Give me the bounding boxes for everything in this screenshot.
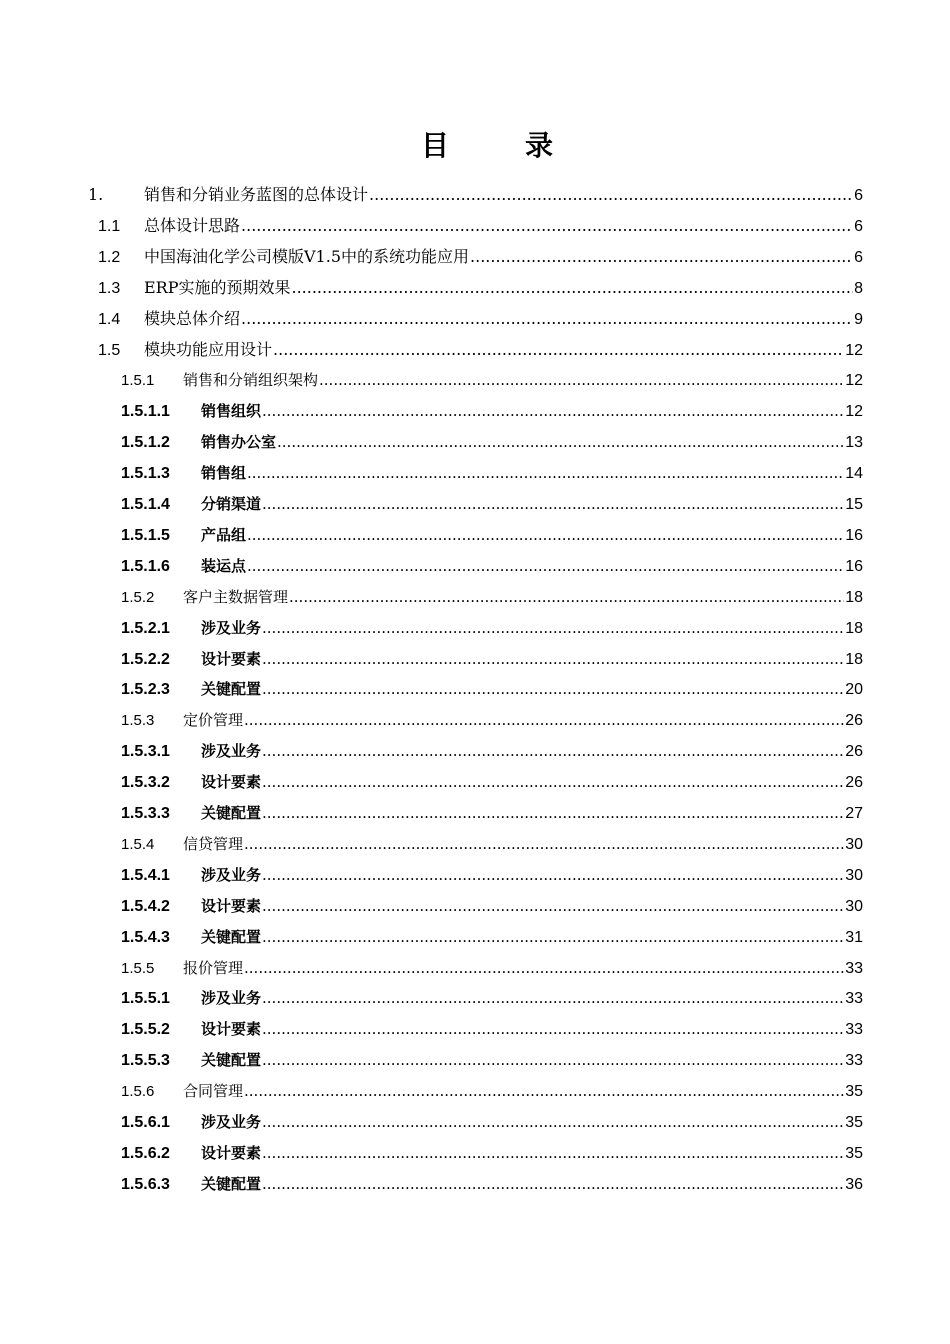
toc-entry-page-number: 8 — [854, 279, 863, 297]
toc-entry-title: 设计要素 — [201, 773, 262, 792]
toc-entry-page-number: 6 — [854, 248, 863, 266]
toc-entry-title: 关键配置 — [201, 927, 262, 946]
toc-entry[interactable] — [121, 863, 863, 887]
toc-entry[interactable] — [98, 338, 863, 362]
toc-entry[interactable] — [121, 368, 863, 392]
toc-entry[interactable] — [121, 430, 863, 454]
toc-entry-page-number: 30 — [845, 897, 863, 915]
toc-entry-page-number: 6 — [854, 217, 863, 235]
toc-entry-page-number: 20 — [845, 681, 863, 699]
toc-entry-page-number: 35 — [845, 1114, 863, 1131]
toc-entry-title: 合同管理 — [183, 1082, 244, 1101]
toc-dot-leader — [277, 430, 844, 454]
toc-dot-leader — [262, 801, 844, 825]
toc-dot-leader — [262, 1110, 844, 1134]
toc-entry-number: 1.5.5 — [121, 959, 155, 977]
toc-entry-number: 1.5.3 — [121, 712, 155, 730]
toc-entry[interactable] — [121, 616, 863, 640]
toc-entry[interactable] — [121, 708, 863, 732]
toc-entry-number: 1.5.5.2 — [121, 1021, 170, 1039]
toc-entry-page-number: 26 — [845, 743, 863, 761]
toc-dot-leader — [244, 708, 844, 732]
toc-entry-number: 1.5.1.6 — [121, 557, 170, 575]
toc-dot-leader — [241, 214, 853, 238]
toc-entry-title: 信贷管理 — [183, 834, 244, 853]
toc-entry-number: 1.5.5.3 — [121, 1052, 170, 1070]
toc-entry[interactable] — [88, 183, 863, 207]
toc-entry-number: 1.5.4 — [121, 835, 155, 853]
toc-entry-title: 设计要素 — [201, 649, 262, 668]
toc-entry[interactable] — [121, 1172, 863, 1196]
toc-entry-page-number: 27 — [845, 805, 863, 822]
toc-entry-page-number: 36 — [845, 1175, 863, 1193]
toc-entry[interactable] — [121, 1079, 863, 1103]
toc-entry-title: 关键配置 — [201, 1051, 262, 1070]
toc-entry-page-number: 18 — [845, 650, 863, 668]
toc-dot-leader — [262, 399, 844, 423]
toc-dot-leader — [262, 1141, 844, 1165]
toc-entry-page-number: 26 — [845, 712, 863, 730]
toc-entry[interactable] — [98, 214, 863, 238]
toc-entry-page-number: 33 — [845, 1021, 863, 1039]
toc-entry-number: 1.5.1 — [121, 372, 155, 390]
toc-dot-leader — [273, 338, 844, 362]
toc-entry[interactable] — [121, 770, 863, 794]
toc-entry[interactable] — [121, 956, 863, 980]
toc-dot-leader — [262, 863, 844, 887]
toc-entry-page-number: 35 — [845, 1144, 863, 1162]
toc-entry-number: 1.5.3.1 — [121, 743, 170, 761]
toc-entry[interactable] — [121, 832, 863, 856]
toc-entry-number: 1.5.6 — [121, 1083, 155, 1101]
toc-entry-title: 关键配置 — [201, 1174, 262, 1193]
toc-entry-title: 定价管理 — [183, 711, 244, 730]
toc-entry[interactable] — [98, 307, 863, 331]
toc-title: 目 录 — [420, 129, 577, 162]
toc-entry-number: 1.1 — [98, 217, 121, 235]
toc-entry-page-number: 18 — [845, 619, 863, 637]
toc-entry-title: 装运点 — [201, 556, 247, 575]
toc-dot-leader — [262, 925, 844, 949]
toc-entry-page-number: 16 — [845, 526, 863, 544]
toc-entry[interactable] — [121, 739, 863, 763]
toc-entry-number: 1.5.6.2 — [121, 1144, 170, 1162]
toc-entry[interactable] — [121, 1110, 863, 1134]
toc-dot-leader — [262, 647, 844, 671]
toc-entry-number: 1.5.3.2 — [121, 774, 170, 792]
toc-entry[interactable] — [121, 986, 863, 1010]
toc-entry-number: 1.5.2 — [121, 588, 155, 606]
toc-entry-page-number: 33 — [845, 990, 863, 1008]
toc-entry-page-number: 33 — [845, 1052, 863, 1070]
toc-entry-page-number: 26 — [845, 774, 863, 792]
toc-entry[interactable] — [121, 647, 863, 671]
toc-entry[interactable] — [121, 1048, 863, 1072]
toc-dot-leader — [241, 307, 853, 331]
toc-entry-number: 1.5.1.4 — [121, 496, 170, 513]
toc-entry-title: 总体设计思路 — [144, 215, 241, 235]
toc-entry-title: 模块总体介绍 — [144, 308, 241, 328]
toc-entry[interactable] — [121, 801, 863, 825]
toc-entry-title: 中国海油化学公司模版V1.5中的系统功能应用 — [144, 246, 470, 266]
toc-entry-number: 1. — [88, 185, 104, 204]
toc-dot-leader — [247, 461, 844, 485]
toc-entry-title: 模块功能应用设计 — [144, 339, 273, 359]
toc-entry[interactable] — [121, 1017, 863, 1041]
toc-entry-page-number: 13 — [845, 434, 863, 452]
toc-entry-number: 1.5.3.3 — [121, 805, 170, 822]
toc-entry-number: 1.5.4.3 — [121, 928, 170, 946]
toc-entry-number: 1.5.2.2 — [121, 650, 170, 668]
toc-entry[interactable] — [121, 677, 863, 701]
toc-dot-leader — [262, 1172, 844, 1196]
toc-entry[interactable] — [121, 585, 863, 609]
toc-entry-number: 1.5 — [98, 341, 121, 359]
toc-entry-page-number: 12 — [845, 372, 863, 390]
toc-entry-page-number: 18 — [845, 588, 863, 606]
toc-entry-page-number: 6 — [854, 187, 863, 204]
toc-dot-leader — [244, 956, 844, 980]
toc-entry-title: 设计要素 — [201, 1020, 262, 1039]
toc-entry-title: 涉及业务 — [201, 1113, 262, 1131]
toc-dot-leader — [262, 739, 844, 763]
toc-entry-number: 1.5.1.3 — [121, 465, 170, 483]
toc-entry-number: 1.5.4.2 — [121, 897, 170, 915]
toc-entry-title: 销售组织 — [201, 402, 262, 421]
toc-entry-number: 1.5.2.3 — [121, 681, 170, 699]
toc-entry-page-number: 12 — [845, 341, 863, 359]
toc-dot-leader — [244, 1079, 844, 1103]
toc-entry-number: 1.5.1.2 — [121, 434, 170, 452]
toc-entry-page-number: 15 — [845, 496, 863, 513]
toc-entry[interactable] — [121, 399, 863, 423]
toc-entry-number: 1.5.1.5 — [121, 526, 170, 544]
toc-entry-number: 1.3 — [98, 279, 121, 297]
toc-dot-leader — [262, 770, 844, 794]
toc-dot-leader — [247, 523, 844, 547]
toc-entry-title: 报价管理 — [183, 958, 244, 977]
toc-entry-title: 分销渠道 — [201, 495, 262, 513]
toc-entry-page-number: 30 — [845, 835, 863, 853]
toc-dot-leader — [262, 986, 844, 1010]
toc-entry-number: 1.5.6.1 — [121, 1114, 170, 1131]
toc-dot-leader — [262, 1017, 844, 1041]
toc-dot-leader — [292, 276, 854, 300]
toc-dot-leader — [262, 616, 844, 640]
toc-entry[interactable] — [121, 523, 863, 547]
toc-dot-leader — [319, 368, 844, 392]
toc-entry-title: 设计要素 — [201, 896, 262, 915]
toc-dot-leader — [262, 677, 844, 701]
toc-entry-title: 销售和分销业务蓝图的总体设计 — [144, 185, 369, 204]
toc-entry[interactable] — [121, 925, 863, 949]
toc-entry[interactable] — [121, 894, 863, 918]
toc-dot-leader — [244, 832, 844, 856]
toc-entry-number: 1.5.4.1 — [121, 866, 170, 884]
toc-entry-title: 涉及业务 — [201, 865, 262, 884]
toc-dot-leader — [262, 1048, 844, 1072]
toc-entry-page-number: 35 — [845, 1083, 863, 1101]
toc-entry-title: 关键配置 — [201, 680, 262, 699]
toc-dot-leader — [470, 245, 853, 269]
toc-entry-page-number: 14 — [845, 465, 863, 483]
toc-entry-title: 涉及业务 — [201, 989, 262, 1008]
toc-entry-number: 1.5.2.1 — [121, 619, 170, 637]
toc-entry-title: 销售和分销组织架构 — [183, 371, 319, 390]
toc-entry-number: 1.2 — [98, 248, 121, 266]
toc-entry[interactable] — [121, 492, 863, 516]
toc-entry-title: 设计要素 — [201, 1143, 262, 1162]
toc-dot-leader — [262, 894, 844, 918]
toc-entry[interactable] — [98, 245, 863, 269]
toc-dot-leader — [289, 585, 844, 609]
toc-entry[interactable] — [121, 554, 863, 578]
toc-entry-title: 涉及业务 — [201, 742, 262, 761]
toc-entry-number: 1.5.5.1 — [121, 990, 170, 1008]
toc-entry-number: 1.4 — [98, 310, 121, 328]
toc-entry-page-number: 30 — [845, 866, 863, 884]
toc-entry-title: 客户主数据管理 — [183, 587, 289, 606]
toc-entry-title: 销售组 — [201, 464, 247, 483]
toc-entry-title: 销售办公室 — [201, 433, 277, 452]
toc-entry-number: 1.5.6.3 — [121, 1175, 170, 1193]
toc-entry[interactable] — [121, 1141, 863, 1165]
toc-entry[interactable] — [121, 461, 863, 485]
toc-entry[interactable] — [98, 276, 863, 300]
toc-entry-title: 涉及业务 — [201, 618, 262, 637]
toc-dot-leader — [369, 183, 853, 207]
toc-entry-page-number: 12 — [845, 403, 863, 421]
toc-entry-page-number: 16 — [845, 557, 863, 575]
toc-dot-leader — [262, 492, 844, 516]
toc-entry-title: 产品组 — [201, 525, 247, 544]
toc-dot-leader — [247, 554, 844, 578]
toc-entry-number: 1.5.1.1 — [121, 403, 170, 421]
toc-entry-title: ERP实施的预期效果 — [144, 277, 291, 297]
toc-entry-page-number: 33 — [845, 959, 863, 977]
toc-entry-page-number: 9 — [854, 310, 863, 328]
toc-entry-title: 关键配置 — [201, 804, 262, 822]
toc-entry-page-number: 31 — [845, 928, 863, 946]
